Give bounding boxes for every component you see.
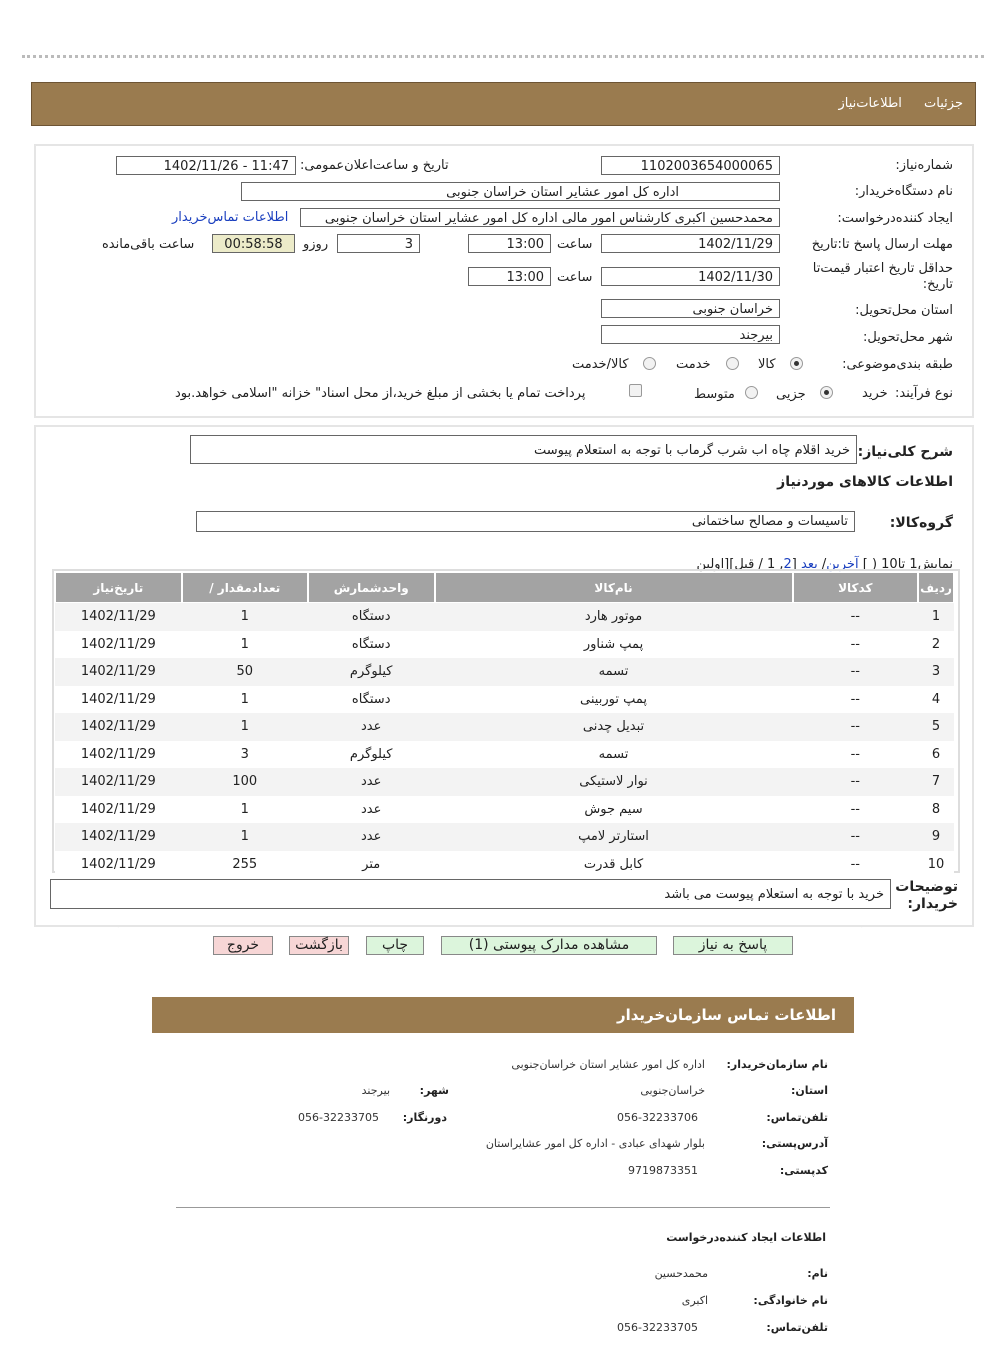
phone-label: تلفن‌تماس: [766, 1111, 828, 1124]
cell-date: 1402/11/29 [55, 603, 182, 631]
need-number-field[interactable]: 1102003654000065 [601, 156, 780, 175]
table-row[interactable] [55, 796, 954, 824]
radio-partial-label: جزیی [776, 387, 806, 402]
payment-checkbox[interactable] [629, 384, 642, 397]
cell-row: 8 [918, 796, 954, 824]
cell-unit: عدد [308, 713, 435, 741]
goods-info-title: اطلاعات کالاهای موردنیاز [777, 474, 953, 490]
org-value: اداره کل امور عشایر استان خراسان‌جنوبی [511, 1058, 705, 1071]
cell-code: -- [793, 768, 918, 796]
name-value: محمدحسین [654, 1267, 708, 1280]
cell-name: تبدیل چدنی [435, 713, 793, 741]
cell-quantity: 1 [182, 713, 308, 741]
table-row[interactable] [55, 768, 954, 796]
contact-province-value: خراسان‌جنوبی [640, 1084, 705, 1097]
category-label: طبقه بندی‌موضوعی: [842, 357, 953, 372]
cell-quantity: 1 [182, 823, 308, 851]
col-row[interactable]: ردیف [918, 572, 954, 603]
paging-page-2-link[interactable]: 2 [783, 557, 792, 572]
table-row[interactable] [55, 851, 954, 879]
buyer-label: نام دستگاه‌خریدار: [854, 184, 953, 199]
cell-quantity: 3 [182, 741, 308, 769]
phone-value: 056-32233706 [617, 1111, 698, 1124]
notes-label [895, 879, 958, 913]
cell-date: 1402/11/29 [55, 741, 182, 769]
remaining-time: 00:58:58 [212, 234, 295, 253]
cell-quantity: 1 [182, 631, 308, 659]
contact-province-label: استان: [791, 1084, 828, 1097]
notes-field[interactable]: خرید با توجه به استعلام پیوست می باشد [50, 879, 891, 909]
process-buy: خرید [862, 386, 888, 401]
notes-label-line-2: خریدار: [907, 896, 958, 912]
cell-name: تسمه [435, 741, 793, 769]
cell-code: -- [793, 796, 918, 824]
cell-code: -- [793, 631, 918, 659]
cell-code: -- [793, 603, 918, 631]
top-dotted-divider [22, 55, 984, 58]
cell-unit: متر [308, 851, 435, 879]
table-row[interactable] [55, 603, 954, 631]
province-field[interactable]: خراسان جنوبی [601, 299, 780, 318]
table-row[interactable] [55, 686, 954, 714]
buyer-contact-link[interactable]: اطلاعات تماس‌خریدار [172, 210, 289, 225]
cell-row: 7 [918, 768, 954, 796]
cell-row: 6 [918, 741, 954, 769]
radio-service-label: خدمت [676, 357, 711, 372]
table-row[interactable] [55, 823, 954, 851]
cell-date: 1402/11/29 [55, 823, 182, 851]
days-label: روزو [303, 237, 329, 252]
radio-goods-service-label: کالا/خدمت [572, 357, 629, 372]
postal-value: 9719873351 [628, 1164, 698, 1177]
cell-unit: دستگاه [308, 631, 435, 659]
col-unit[interactable]: واحدشمارش [308, 572, 435, 603]
cell-row: 10 [918, 851, 954, 879]
address-value: بلوار شهدای عبادی - اداره کل امور عشایراستان [485, 1137, 705, 1150]
payment-note: پرداخت تمام یا بخشی از مبلغ خرید،از محل اسناد" خزانه "اسلامی خواهد.بود [175, 386, 586, 401]
cell-row: 2 [918, 631, 954, 659]
pagination: نمایش1 تا10 ( ] آخرین/ بعد [2, 1 / قبل][اولین [696, 557, 953, 572]
validity-date-field[interactable]: 1402/11/30 [601, 267, 780, 286]
cell-row: 5 [918, 713, 954, 741]
cell-name: پمپ شناور [435, 631, 793, 659]
family-label: نام خانوادگی: [753, 1294, 828, 1307]
radio-goods-service[interactable] [643, 357, 656, 370]
cell-date: 1402/11/29 [55, 713, 182, 741]
paging-show: نمایش1 تا10 ( ] [862, 557, 953, 572]
notes-label-line-1: توضیحات [895, 879, 958, 895]
cell-code: -- [793, 851, 918, 879]
cell-quantity: 1 [182, 686, 308, 714]
org-label: نام سازمان‌خریدار: [726, 1058, 828, 1071]
exit-button[interactable]: خروج [213, 936, 273, 955]
deadline-date-field[interactable]: 1402/11/29 [601, 234, 780, 253]
tab-need-info[interactable]: اطلاعات‌نیاز [838, 96, 902, 111]
cell-unit: عدد [308, 768, 435, 796]
cell-unit: دستگاه [308, 686, 435, 714]
cell-row: 1 [918, 603, 954, 631]
validity-time-label: ساعت [557, 270, 593, 285]
goods-table [55, 572, 954, 878]
page-header [31, 82, 976, 126]
city-field[interactable]: بیرجند [601, 325, 780, 344]
paging-next-link[interactable]: بعد [801, 557, 818, 572]
cell-code: -- [793, 741, 918, 769]
cell-name: استارتر لامپ [435, 823, 793, 851]
cell-date: 1402/11/29 [55, 658, 182, 686]
col-quantity[interactable]: تعدادمقدار / [182, 572, 308, 603]
description-label: شرح کلی‌نیاز: [857, 444, 953, 460]
province-label: استان محل‌تحویل: [855, 303, 953, 318]
radio-medium-label: متوسط [694, 387, 735, 402]
creator-label: ایجاد کننده‌درخواست: [837, 211, 953, 226]
back-button[interactable]: بازگشت [289, 936, 349, 955]
col-code[interactable]: کدکالا [793, 572, 918, 603]
deadline-time-field[interactable]: 13:00 [468, 234, 551, 253]
attachments-button[interactable]: مشاهده مدارک پیوستی (1) [441, 936, 657, 955]
contact-header [152, 997, 854, 1033]
cell-date: 1402/11/29 [55, 631, 182, 659]
announce-field[interactable]: 1402/11/26 - 11:47 [116, 156, 296, 175]
paging-last-link[interactable]: آخرین [826, 557, 859, 572]
cell-quantity: 100 [182, 768, 308, 796]
paging-rest[interactable]: , 1 / قبل][اولین [696, 557, 784, 572]
radio-service[interactable] [726, 357, 739, 370]
cell-unit: کیلوگرم [308, 658, 435, 686]
validity-label: حداقل تاریخ اعتبار قیمت‌تا تاریخ: [812, 261, 953, 292]
city-label: شهر محل‌تحویل: [863, 330, 953, 345]
cell-quantity: 1 [182, 603, 308, 631]
print-button[interactable]: چاپ [366, 936, 424, 955]
col-date[interactable]: تاریخ‌نیاز [55, 572, 182, 603]
tab-details[interactable]: جزئیات [924, 96, 963, 111]
name-label: نام: [807, 1267, 828, 1280]
table-row[interactable] [55, 658, 954, 686]
postal-label: کدپستی: [779, 1164, 828, 1177]
cell-unit: دستگاه [308, 603, 435, 631]
cell-name: تسمه [435, 658, 793, 686]
radio-goods-label: کالا [758, 357, 776, 372]
description-field[interactable]: خرید اقلام چاه اب شرب گرماب با توجه به استعلام پیوست [190, 435, 857, 464]
table-row[interactable] [55, 713, 954, 741]
radio-goods[interactable] [790, 357, 803, 370]
goods-group-field[interactable]: تاسیسات و مصالح ساختمانی [196, 511, 855, 532]
need-number-label: شماره‌نیاز: [895, 158, 953, 173]
contact-city-label: شهر: [419, 1084, 449, 1097]
fax-value: 056-32233705 [298, 1111, 379, 1124]
cell-name: سیم جوش [435, 796, 793, 824]
creator-field[interactable]: محمدحسین اکبری کارشناس امور مالی اداره کل امور عشایر استان خراسان جنوبی [300, 208, 780, 227]
cell-date: 1402/11/29 [55, 686, 182, 714]
cell-name: موتور هارد [435, 603, 793, 631]
announce-label: تاریخ و ساعت‌اعلان‌عمومی: [300, 158, 449, 173]
contact-city-value: بیرجند [361, 1084, 390, 1097]
cell-quantity: 1 [182, 796, 308, 824]
remaining-label: ساعت باقی‌مانده [102, 237, 195, 252]
cell-quantity: 255 [182, 851, 308, 879]
process-label: نوع فرآیند: [895, 386, 953, 401]
cell-code: -- [793, 658, 918, 686]
family-value: اکبری [681, 1294, 708, 1307]
cell-code: -- [793, 823, 918, 851]
creator-phone-value: 056-32233705 [617, 1321, 698, 1334]
days-field[interactable]: 3 [337, 234, 420, 253]
contact-title: اطلاعات تماس سازمان‌خریدار [616, 1006, 836, 1024]
table-row[interactable] [55, 631, 954, 659]
validity-time-field[interactable]: 13:00 [468, 267, 551, 286]
table-header-row [55, 572, 954, 603]
cell-row: 4 [918, 686, 954, 714]
cell-row: 9 [918, 823, 954, 851]
col-name[interactable]: نام‌کالا [435, 572, 793, 603]
cell-row: 3 [918, 658, 954, 686]
address-label: آدرس‌پستی: [761, 1137, 828, 1150]
cell-code: -- [793, 686, 918, 714]
table-row[interactable] [55, 741, 954, 769]
cell-date: 1402/11/29 [55, 796, 182, 824]
radio-partial[interactable] [820, 386, 833, 399]
cell-name: نوار لاستیکی [435, 768, 793, 796]
cell-unit: کیلوگرم [308, 741, 435, 769]
goods-group-label: گروه‌کالا: [889, 515, 953, 531]
cell-date: 1402/11/29 [55, 851, 182, 879]
cell-code: -- [793, 713, 918, 741]
buyer-field[interactable]: اداره کل امور عشایر استان خراسان جنوبی [241, 182, 780, 201]
cell-name: کابل قدرت [435, 851, 793, 879]
deadline-time-label: ساعت [557, 237, 593, 252]
creator-phone-label: تلفن‌تماس: [766, 1321, 828, 1334]
cell-unit: عدد [308, 823, 435, 851]
cell-unit: عدد [308, 796, 435, 824]
deadline-label: مهلت ارسال ‌پاسخ تا:تاریخ [811, 237, 953, 252]
reply-button[interactable]: پاسخ به نیاز [673, 936, 793, 955]
radio-medium[interactable] [745, 386, 758, 399]
cell-name: پمپ توربینی [435, 686, 793, 714]
cell-quantity: 50 [182, 658, 308, 686]
creator-info-title: اطلاعات ایجاد کننده‌درخواست [666, 1231, 826, 1244]
cell-date: 1402/11/29 [55, 768, 182, 796]
fax-label: دورنگار: [402, 1111, 447, 1124]
contact-divider [176, 1207, 830, 1208]
